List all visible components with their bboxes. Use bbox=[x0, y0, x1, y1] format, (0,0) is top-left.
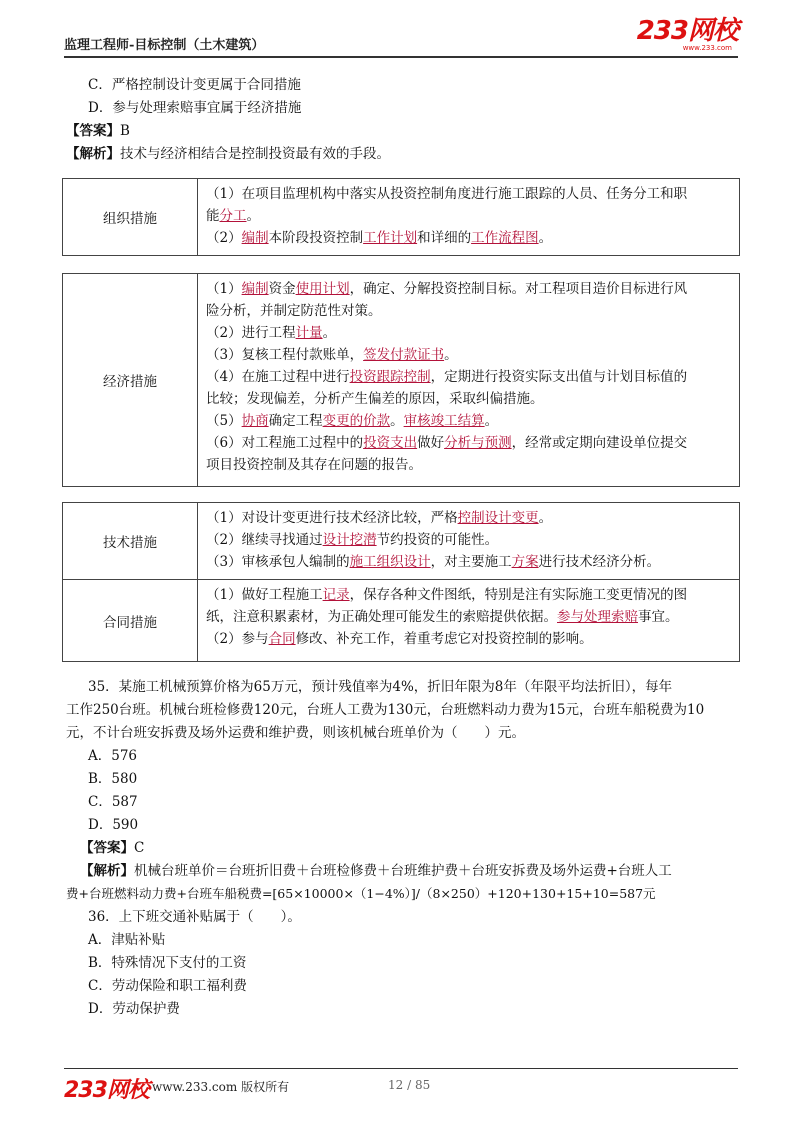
footer-logo[interactable]: 233网校 bbox=[64, 1078, 149, 1103]
brand-logo[interactable] bbox=[637, 18, 738, 52]
answer-label: 【答案】 bbox=[66, 123, 120, 139]
row-content bbox=[198, 580, 739, 661]
text-line: （1）在项目监理机构中落实从投资控制角度进行施工跟踪的人员、任务分工和职 bbox=[206, 186, 688, 202]
text-line: （1）做好工程施工记录，保存各种文件图纸，特别是注有实际施工变更情况的图 bbox=[206, 587, 688, 603]
analysis-label: 【解析】 bbox=[66, 146, 120, 162]
q35-answer bbox=[80, 837, 144, 859]
q35-option-c: C．587 bbox=[88, 794, 138, 810]
footer-copyright[interactable]: www.233.com 版权所有 bbox=[152, 1080, 290, 1094]
row-content bbox=[198, 503, 739, 579]
document-header-title: 监理工程师-目标控制（土木建筑） bbox=[64, 38, 265, 53]
q35-analysis-line2: 费+台班燃料动力费+台班车船税费=[65×10000×（1−4%）]/（8×250）+120+130+15+10=587元 bbox=[66, 886, 656, 901]
text-line: 项目投资控制及其存在问题的报告。 bbox=[206, 457, 422, 473]
table-technical-contract-measures bbox=[62, 502, 740, 662]
page-number: 12 / 85 bbox=[388, 1078, 431, 1092]
answer-value: B bbox=[120, 123, 130, 139]
text-line: （2）继续寻找通过设计挖潜节约投资的可能性。 bbox=[206, 532, 499, 548]
q35-stem-line2: 工作250台班。机械台班检修费120元，台班人工费为130元，台班燃料动力费为15元，台班车船税费为10 bbox=[66, 702, 705, 718]
row-label: 经济措施 bbox=[63, 274, 198, 486]
text-line: （4）在施工过程中进行投资跟踪控制，定期进行投资实际支出值与计划目标值的 bbox=[206, 369, 688, 385]
q36-option-a: A．津贴补贴 bbox=[88, 932, 166, 948]
q34-option-d: D．参与处理索赔事宜属于经济措施 bbox=[88, 100, 302, 116]
table-economic-measures bbox=[62, 273, 740, 487]
text-line: （2）参与合同修改、补充工作，着重考虑它对投资控制的影响。 bbox=[206, 631, 593, 647]
text-line: 险分析，并制定防范性对策。 bbox=[206, 303, 382, 319]
q34-answer bbox=[66, 120, 130, 142]
q35-option-a: A．576 bbox=[88, 748, 138, 764]
logo-url: www.233.com bbox=[682, 44, 732, 52]
analysis-text: 技术与经济相结合是控制投资最有效的手段。 bbox=[120, 146, 390, 162]
answer-value: C bbox=[134, 840, 145, 856]
table-organizational-measures bbox=[62, 178, 740, 256]
q35-option-d: D．590 bbox=[88, 817, 139, 833]
text-line: （1）编制资金使用计划，确定、分解投资控制目标。对工程项目造价目标进行风 bbox=[206, 281, 688, 297]
text-line: （5）协商确定工程变更的价款。审核竣工结算。 bbox=[206, 413, 499, 429]
q35-analysis-line1 bbox=[80, 860, 672, 882]
q35-stem-line1: 35．某施工机械预算价格为65万元，预计残值率为4%，折旧年限为8年（年限平均法折旧），每年 bbox=[88, 679, 673, 695]
q36-option-d: D．劳动保护费 bbox=[88, 1001, 180, 1017]
text-line: 比较；发现偏差，分析产生偏差的原因，采取纠偏措施。 bbox=[206, 391, 544, 407]
footer-divider bbox=[64, 1068, 738, 1069]
q36-option-b: B．特殊情况下支付的工资 bbox=[88, 955, 247, 971]
row-content bbox=[198, 179, 739, 255]
row-content bbox=[198, 274, 739, 486]
text-line: （3）审核承包人编制的施工组织设计，对主要施工方案进行技术经济分析。 bbox=[206, 554, 661, 570]
text-line: （2）编制本阶段投资控制工作计划和详细的工作流程图。 bbox=[206, 230, 553, 246]
analysis-label: 【解析】 bbox=[80, 863, 134, 879]
text-line: （6）对工程施工过程中的投资支出做好分析与预测，经常或定期向建设单位提交 bbox=[206, 435, 688, 451]
text-line: 纸，注意积累素材，为正确处理可能发生的索赔提供依据。参与处理索赔事宜。 bbox=[206, 609, 679, 625]
q34-analysis bbox=[66, 143, 390, 165]
logo-text: 233网校 bbox=[636, 16, 738, 46]
analysis-text: 机械台班单价＝台班折旧费＋台班检修费＋台班维护费＋台班安拆费及场外运费+台班人工 bbox=[134, 863, 672, 879]
q34-option-c: C．严格控制设计变更属于合同措施 bbox=[88, 77, 301, 93]
row-label: 组织措施 bbox=[63, 179, 198, 255]
row-label: 合同措施 bbox=[63, 580, 198, 661]
q35-stem-line3: 元，不计台班安拆费及场外运费和维护费，则该机械台班单价为（ ）元。 bbox=[66, 725, 525, 741]
text-line: （3）复核工程付款账单，签发付款证书。 bbox=[206, 347, 458, 363]
q36-option-c: C．劳动保险和职工福利费 bbox=[88, 978, 247, 994]
text-line: （2）进行工程计量。 bbox=[206, 325, 337, 341]
row-label: 技术措施 bbox=[63, 503, 198, 579]
q35-option-b: B．580 bbox=[88, 771, 138, 787]
text-line: （1）对设计变更进行技术经济比较，严格控制设计变更。 bbox=[206, 510, 553, 526]
header-divider bbox=[64, 56, 738, 58]
q36-stem: 36．上下班交通补贴属于（ ）。 bbox=[88, 909, 301, 925]
text-line: 能分工。 bbox=[206, 208, 260, 224]
answer-label: 【答案】 bbox=[80, 840, 134, 856]
